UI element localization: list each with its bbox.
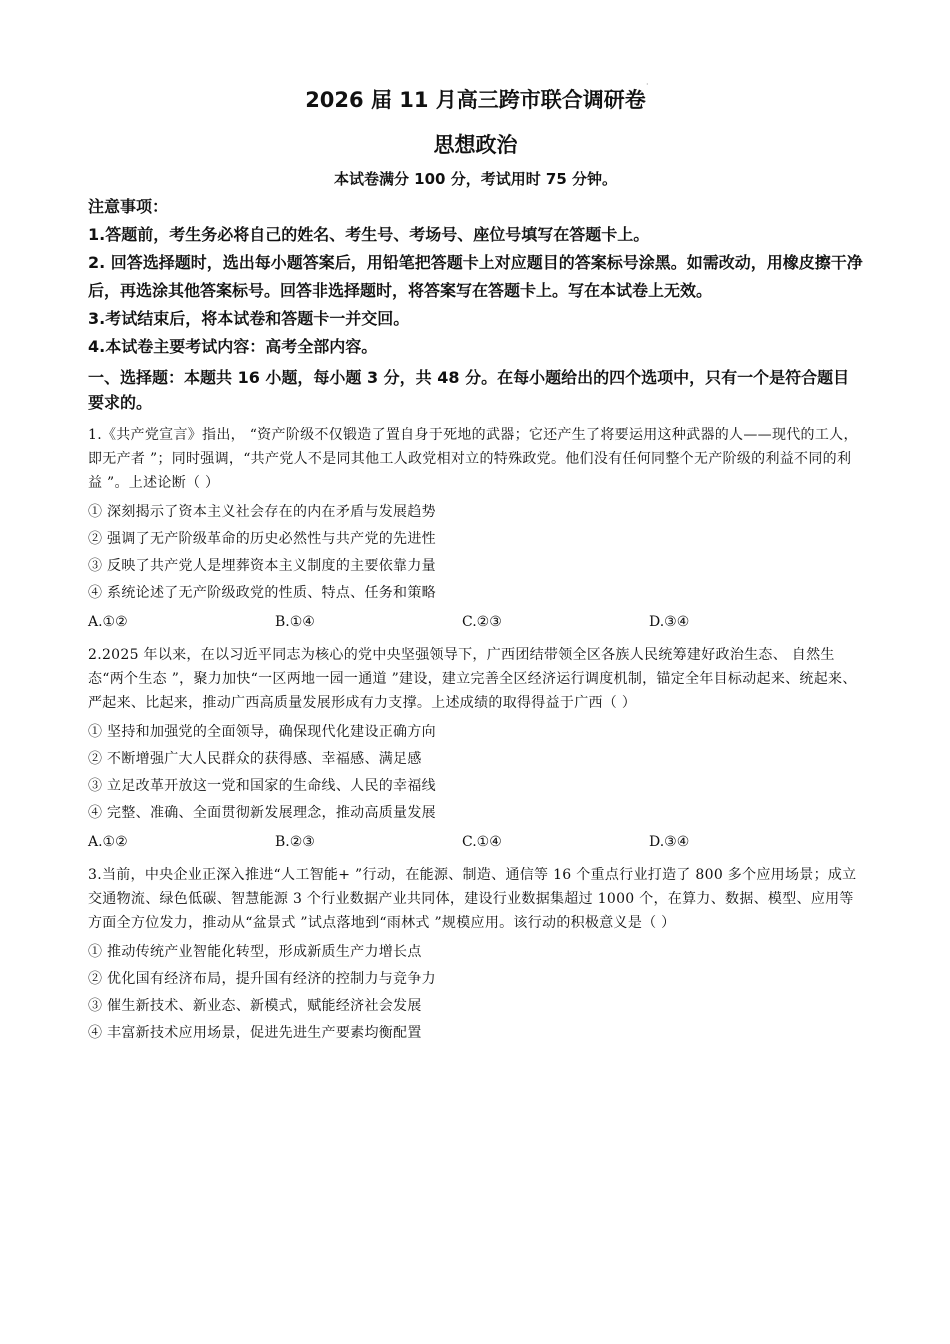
option-item: ① 坚持和加强党的全面领导，确保现代化建设正确方向 xyxy=(88,724,436,740)
question-3-stem: 3.当前，中央企业正深入推进“人工智能+ ”行动，在能源、制造、通信等 16 个重点行业打造了 800 多个应用场景；成立交通物流、绿色低碳、智慧能源 3 个行业数据产业共同体，建设行业数据集超过 1000 个，在算力、数据、模型、应用等方面全方位发力，推动从“盆景式 ”试点落地到“雨林式 ”规模应用。该行动的积极意义是（ ） xyxy=(88,867,857,931)
choice-b: B.①④ xyxy=(275,614,315,630)
score-line: 本试卷满分 100 分，考试用时 75 分钟。 xyxy=(333,170,618,188)
choice-d: D.③④ xyxy=(649,614,690,630)
notice-item-1: 1.答题前，考生务必将自己的姓名、考生号、考场号、座位号填写在答题卡上。 xyxy=(88,225,650,244)
section-heading: 一、选择题：本题共 16 小题，每小题 3 分，共 48 分。在每小题给出的四个选项中，只有一个是符合题目要求的。 xyxy=(88,368,850,412)
question-1-choices xyxy=(88,609,863,635)
choice-c: C.②③ xyxy=(462,614,502,630)
option-item: ④ 系统论述了无产阶级政党的性质、特点、任务和策略 xyxy=(88,585,436,601)
option-item: ④ 完整、准确、全面贯彻新发展理念，推动高质量发展 xyxy=(88,805,436,821)
option-item: ③ 反映了共产党人是埋葬资本主义制度的主要依靠力量 xyxy=(88,558,436,574)
notice-block xyxy=(88,193,863,361)
choice-b: B.②③ xyxy=(275,834,315,850)
question-2-choices xyxy=(88,829,863,855)
question-1-options xyxy=(88,499,863,607)
option-item: ② 不断增强广大人民群众的获得感、幸福感、满足感 xyxy=(88,751,422,767)
notice-item-4: 4.本试卷主要考试内容：高考全部内容。 xyxy=(88,337,378,356)
question-3-options xyxy=(88,939,863,1047)
question-2-options xyxy=(88,719,863,827)
option-item: ③ 催生新技术、新业态、新模式，赋能经济社会发展 xyxy=(88,998,422,1014)
choice-a: A.①② xyxy=(88,614,128,630)
question-2-stem: 2.2025 年以来，在以习近平同志为核心的党中央坚强领导下，广西团结带领全区各族人民统筹建好政治生态、 自然生态“两个生态 ”，聚力加快“一区两地一园一通道 ”建设，建立完善全区经济运行调度机制，锚定全年目标动起来、统起来、严起来、比起来，推动广西高质量发展形成有力支撑。上述成绩的取得得益于广西（ ） xyxy=(88,647,857,711)
scan-mark: · xyxy=(646,80,649,89)
option-item: ④ 丰富新技术应用场景，促进先进生产要素均衡配置 xyxy=(88,1025,422,1041)
choice-a: A.①② xyxy=(88,834,128,850)
notice-item-2: 2. 回答选择题时，选出每小题答案后，用铅笔把答题卡上对应题目的答案标号涂黑。如需改动，用橡皮擦干净后，再选涂其他答案标号。回答非选择题时，将答案写在答题卡上。写在本试卷上无效。 xyxy=(88,253,863,300)
question-1-stem: 1.《共产党宣言》指出， “资产阶级不仅锻造了置自身于死地的武器；它还产生了将要运用这种武器的人——现代的工人，即无产者 ”；同时强调，“共产党人不是同其他工人政党相对立的特殊政党。他们没有任何同整个无产阶级的利益不同的利益 ”。上述论断（ ） xyxy=(88,427,858,491)
option-item: ② 优化国有经济布局，提升国有经济的控制力与竞争力 xyxy=(88,971,436,987)
option-item: ② 强调了无产阶级革命的历史必然性与共产党的先进性 xyxy=(88,531,436,547)
notice-heading: 注意事项： xyxy=(88,197,169,216)
option-item: ③ 立足改革开放这一党和国家的生命线、人民的幸福线 xyxy=(88,778,436,794)
exam-title: 2026 届 11 月高三跨市联合调研卷 xyxy=(305,88,646,112)
choice-d: D.③④ xyxy=(649,834,690,850)
choice-c: C.①④ xyxy=(462,834,502,850)
exam-subject: 思想政治 xyxy=(433,133,518,157)
notice-item-3: 3.考试结束后，将本试卷和答题卡一并交回。 xyxy=(88,309,410,328)
option-item: ① 推动传统产业智能化转型，形成新质生产力增长点 xyxy=(88,944,422,960)
option-item: ① 深刻揭示了资本主义社会存在的内在矛盾与发展趋势 xyxy=(88,504,436,520)
exam-page xyxy=(88,80,863,1047)
